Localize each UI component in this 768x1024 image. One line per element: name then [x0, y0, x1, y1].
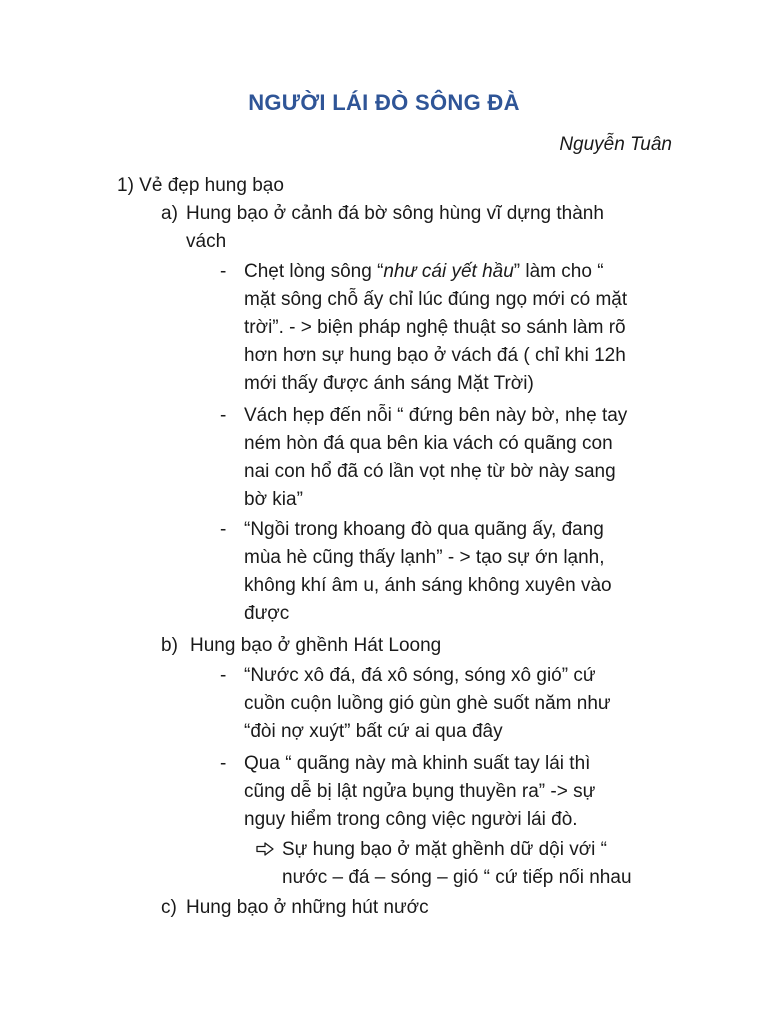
bullet-line: cuồn cuộn luồng gió gùn ghè suốt năm như — [244, 693, 611, 714]
document-title: NGƯỜI LÁI ĐÒ SÔNG ĐÀ — [248, 90, 520, 115]
conclusion-line: nước – đá – sóng – gió “ cứ tiếp nối nhau — [282, 867, 632, 888]
author-name: Nguyễn Tuân — [559, 134, 672, 155]
bullet-line: cũng dễ bị lật ngửa bụng thuyền ra” -> sự — [244, 781, 596, 802]
bullet-line: “Ngồi trong khoang đò qua quãng ấy, đang — [244, 519, 604, 540]
bullet-line: mặt sông chỗ ấy chỉ lúc đúng ngọ mới có mặt — [244, 289, 628, 310]
bullet-line: Qua “ quãng này mà khinh suất tay lái thì — [244, 753, 591, 774]
section-heading: 1) Vẻ đẹp hung bạo — [117, 175, 284, 196]
conclusion-line: Sự hung bạo ở mặt ghềnh dữ dội với “ — [282, 839, 607, 860]
arrow-right-outline-icon — [256, 842, 274, 856]
list-marker-b: b) — [161, 635, 178, 656]
bullet-line: ném hòn đá qua bên kia vách có quãng con — [244, 433, 613, 454]
subsection-c-line: Hung bạo ở những hút nước — [186, 897, 429, 918]
bullet-dash: - — [220, 519, 227, 540]
bullet-line: nai con hổ đã có lần vọt nhẹ từ bờ này sang — [244, 461, 616, 482]
bullet-line: “Nước xô đá, đá xô sóng, sóng xô gió” cứ — [244, 665, 596, 686]
bullet-line: Vách hẹp đến nỗi “ đứng bên này bờ, nhẹ tay — [244, 405, 628, 426]
subsection-a-line: Hung bạo ở cảnh đá bờ sông hùng vĩ dựng thành — [186, 203, 604, 224]
bullet-dash: - — [220, 261, 227, 282]
bullet-line: mới thấy được ánh sáng Mặt Trời) — [244, 373, 534, 394]
bullet-line: hơn hơn sự hung bạo ở vách đá ( chỉ khi 12h — [244, 345, 626, 366]
bullet-line: “đòi nợ xuýt” bất cứ ai qua đây — [244, 721, 503, 742]
emphasis-text: như cái yết hầu — [383, 261, 514, 282]
bullet-dash: - — [220, 753, 227, 774]
bullet-line: được — [244, 603, 290, 624]
bullet-line: Chẹt lòng sông “như cái yết hầu” làm cho “ — [244, 261, 604, 282]
bullet-dash: - — [220, 405, 227, 426]
bullet-line: không khí âm u, ánh sáng không xuyên vào — [244, 575, 612, 596]
list-marker-a: a) — [161, 203, 178, 224]
subsection-b-line: Hung bạo ở ghềnh Hát Loong — [190, 635, 442, 656]
subsection-a-line: vách — [186, 231, 227, 252]
bullet-line: nguy hiểm trong công việc người lái đò. — [244, 809, 578, 830]
bullet-line: trời”. - > biện pháp nghệ thuật so sánh làm rõ — [244, 317, 626, 338]
bullet-line: bờ kia” — [244, 489, 303, 510]
list-marker-c: c) — [161, 897, 177, 918]
bullet-dash: - — [220, 665, 227, 686]
bullet-line: mùa hè cũng thấy lạnh” - > tạo sự ớn lạnh, — [244, 547, 605, 568]
